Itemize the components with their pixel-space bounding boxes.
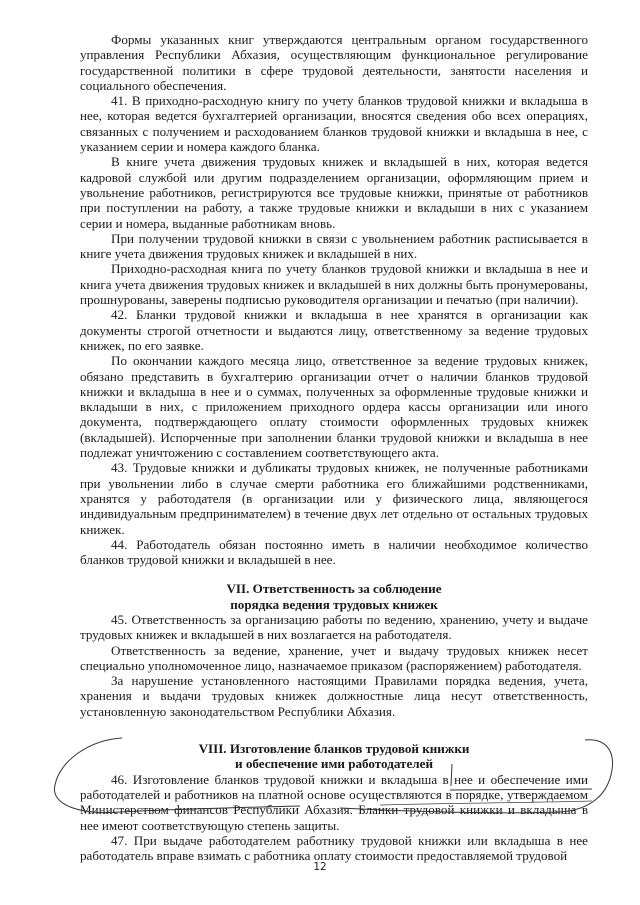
paragraph: В книге учета движения трудовых книжек и вкладышей в них, которая ведется кадровой службой или другим подразделением организации, оформляющим прием и увольнение работников, регистрируются все трудовые книжки, принятые от работников при поступлении на работу, а также трудовые книжки и вкладыши в них с указанием серии и номера, выданные работникам вновь. xyxy=(80,154,588,231)
paragraph-46: 46. Изготовление бланков трудовой книжки и вкладыша в нее и обеспечение ими работодателей и работников на платной основе осуществляются в порядке, утверждаемом Министерством финансов Республики Абхазия. Бланки трудовой книжки и вкладыша в нее имеют соответствующую степень защиты. xyxy=(80,771,588,833)
section-8-heading xyxy=(80,741,588,772)
paragraph: При получении трудовой книжки в связи с увольнением работник расписывается в книге учета движения трудовых книжек и вкладышей в них. xyxy=(80,230,588,262)
paragraph-43: 43. Трудовые книжки и дубликаты трудовых книжек, не полученные работниками при увольнении либо в случае смерти работника его ближайшими родственниками, хранятся у работодателя (в организации или у физического лица, являющегося индивидуальным предпринимателем) в течение двух лет отдельно от остальных трудовых книжек. xyxy=(80,460,588,537)
document-page xyxy=(80,32,588,863)
paragraph: Приходно-расходная книга по учету бланков трудовой книжки и вкладыша в нее и книга учета движения трудовых книжек и вкладышей в них должны быть пронумерованы, прошнурованы, заверены подписью руководителя организации и печатью (при наличии). xyxy=(80,261,588,308)
paragraph: За нарушение установленного настоящими Правилами порядка ведения, учета, хранения и выдачи трудовых книжек должностные лица несут ответственность, установленную законодательством Республики Абхазия. xyxy=(80,673,588,719)
section-8-title-line1: VIII. Изготовление бланков трудовой книжки xyxy=(198,741,470,757)
paragraph: Ответственность за ведение, хранение, учет и выдачу трудовых книжек несет специально уполномоченное лицо, назначаемое приказом (распоряжением) работодателя. xyxy=(80,642,588,673)
section-7-title-line1: VII. Ответственность за соблюдение xyxy=(226,581,442,597)
paragraph-41: 41. В приходно-расходную книгу по учету бланков трудовой книжки и вкладыша в нее, которая ведется бухгалтерией организации, вносятся сведения обо всех операциях, связанных с получением и расходованием бланков трудовой книжки и вкладыша в нее, с указанием серии и номера каждого бланка. xyxy=(80,93,588,155)
paragraph-42: 42. Бланки трудовой книжки и вкладыша в нее хранятся в организации как документы строгой отчетности и выдаются лицу, ответственному за ведение трудовых книжек, по его заявке. xyxy=(80,307,588,353)
section-7-title-line2: порядка ведения трудовых книжек xyxy=(230,596,438,612)
section-7-heading xyxy=(80,581,588,612)
paragraph: Формы указанных книг утверждаются центральным органом государственного управления Республики Абхазия, осуществляющим функциональное регулирование государственной политики в сфере трудовой деятельности, занятости населения и социального обеспечения. xyxy=(80,32,588,93)
paragraph: По окончании каждого месяца лицо, ответственное за ведение трудовых книжек, обязано представить в бухгалтерию организации отчет о наличии бланков трудовой книжки и вкладыша в нее и о суммах, полученных за оформленные трудовые книжки и вкладыши в них, с приложением приходного ордера кассы организации или иного документа, подтверждающего оплату стоимости оформленных трудовых книжек (вкладышей). Испорченные при заполнении бланки трудовой книжки и вкладыша в нее подлежат уничтожению с составлением соответствующего акта. xyxy=(80,353,588,461)
paragraph-44: 44. Работодатель обязан постоянно иметь в наличии необходимое количество бланков трудовой книжки и вкладышей в нее. xyxy=(80,536,588,568)
paragraph-45: 45. Ответственность за организацию работы по ведению, хранению, учету и выдаче трудовых книжек и вкладышей в них возлагается на работодателя. xyxy=(80,611,588,643)
section-8-title-line2: и обеспечение ими работодателей xyxy=(235,756,433,772)
paragraph-47: 47. При выдаче работодателем работнику трудовой книжки или вкладыша в нее работодатель вправе взимать с работника оплату стоимости предоставляемой трудовой xyxy=(80,832,588,864)
page-number: 12 xyxy=(313,861,327,873)
